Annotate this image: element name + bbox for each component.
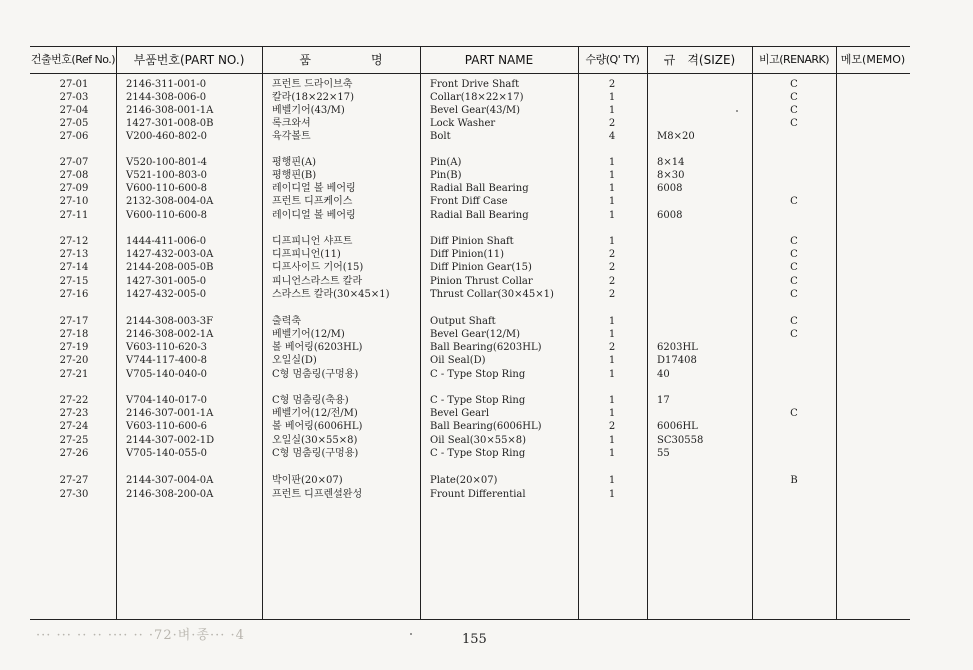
col-divider-4: [578, 46, 579, 620]
size-cell: 6008: [657, 183, 683, 194]
part-no-cell: 2146-307-001-1A: [126, 408, 214, 419]
table-bottom-border: [30, 619, 910, 620]
korean-name-cell: 프런트 드라이브축: [272, 79, 353, 90]
korean-name-cell: 박이판(20×07): [272, 475, 343, 486]
ref-no-cell: 27-20: [59, 355, 89, 366]
qty-cell: 1: [608, 183, 616, 194]
part-no-cell: V705-140-055-0: [126, 448, 207, 459]
part-name-cell: C - Type Stop Ring: [430, 369, 526, 380]
korean-name-cell: 볼 베어링(6203HL): [272, 342, 363, 353]
size-cell: 17: [657, 395, 670, 406]
page-number: 155: [462, 632, 487, 647]
size-cell: 6006HL: [657, 421, 698, 432]
korean-name-cell: 평행핀(A): [272, 157, 317, 168]
header-qty: 수량(Q' TY): [585, 53, 640, 66]
part-no-cell: 1444-411-006-0: [126, 236, 207, 247]
qty-cell: 1: [608, 196, 616, 207]
part-name-cell: Diff Pinion Shaft: [430, 236, 514, 247]
ref-no-cell: 27-21: [59, 369, 89, 380]
ref-no-cell: 27-27: [59, 475, 89, 486]
remark-cell: C: [790, 105, 798, 116]
part-name-cell: Ball Bearing(6006HL): [430, 421, 542, 432]
header-size: 규 격(SIZE): [663, 53, 736, 67]
korean-name-cell: 칼라(18×22×17): [272, 92, 355, 103]
qty-cell: 2: [608, 262, 616, 273]
part-name-cell: Diff Pinion(11): [430, 249, 505, 260]
qty-cell: 1: [608, 395, 616, 406]
part-no-cell: 1427-432-003-0A: [126, 249, 214, 260]
part-name-cell: Bevel Gear(12/M): [430, 329, 520, 340]
part-no-cell: 2144-208-005-0B: [126, 262, 214, 273]
ref-no-cell: 27-30: [59, 489, 89, 500]
qty-cell: 1: [608, 236, 616, 247]
korean-name-cell: 프런트 디프렌셜완성: [272, 489, 363, 500]
ref-no-cell: 27-06: [59, 131, 89, 142]
remark-cell: C: [790, 316, 798, 327]
korean-name-cell: 베벨기어(12/M): [272, 329, 345, 340]
ref-no-cell: 27-19: [59, 342, 89, 353]
ref-no-cell: 27-09: [59, 183, 89, 194]
korean-name-cell: 출력축: [272, 316, 301, 327]
part-no-cell: 2146-308-200-0A: [126, 489, 214, 500]
part-name-cell: Thrust Collar(30×45×1): [430, 289, 554, 300]
ref-no-cell: 27-23: [59, 408, 89, 419]
scan-speck: [736, 110, 738, 112]
korean-name-cell: C형 멈춤링(구멍용): [272, 448, 359, 459]
part-no-cell: V603-110-620-3: [126, 342, 207, 353]
part-no-cell: V600-110-600-8: [126, 210, 207, 221]
korean-name-cell: 레이디얼 볼 베어링: [272, 210, 356, 221]
korean-name-cell: 베벨기어(12/전/M): [272, 408, 358, 419]
part-no-cell: V200-460-802-0: [126, 131, 207, 142]
remark-cell: C: [790, 236, 798, 247]
korean-name-cell: 디프사이드 기어(15): [272, 262, 364, 273]
qty-cell: 2: [608, 289, 616, 300]
qty-cell: 1: [608, 369, 616, 380]
ref-no-cell: 27-25: [59, 435, 89, 446]
part-no-cell: V705-140-040-0: [126, 369, 207, 380]
col-divider-7: [836, 46, 837, 620]
size-cell: 6203HL: [657, 342, 698, 353]
qty-cell: 1: [608, 489, 616, 500]
part-no-cell: 2144-307-004-0A: [126, 475, 214, 486]
col-divider-6: [752, 46, 753, 620]
part-no-cell: V704-140-017-0: [126, 395, 207, 406]
qty-cell: 1: [608, 210, 616, 221]
size-cell: 8×14: [657, 157, 685, 168]
remark-cell: C: [790, 276, 798, 287]
footer-faint-text: ··· ··· ·· ·· ···· ·· ·72·벼·종··· ·4: [36, 628, 245, 643]
part-no-cell: 2146-308-001-1A: [126, 105, 214, 116]
part-name-cell: Lock Washer: [430, 118, 496, 129]
ref-no-cell: 27-18: [59, 329, 89, 340]
korean-name-cell: 육각볼트: [272, 131, 311, 142]
korean-name-cell: 오일실(D): [272, 355, 317, 366]
col-divider-1: [116, 46, 117, 620]
qty-cell: 1: [608, 435, 616, 446]
korean-name-cell: 디프피니언(11): [272, 249, 341, 260]
part-no-cell: V744-117-400-8: [126, 355, 207, 366]
size-cell: SC30558: [657, 435, 704, 446]
part-name-cell: Output Shaft: [430, 316, 496, 327]
ref-no-cell: 27-10: [59, 196, 89, 207]
remark-cell: C: [790, 196, 798, 207]
remark-cell: C: [790, 79, 798, 90]
size-cell: M8×20: [657, 131, 695, 142]
part-name-cell: C - Type Stop Ring: [430, 448, 526, 459]
part-name-cell: Bevel Gearl: [430, 408, 490, 419]
col-divider-5: [647, 46, 648, 620]
korean-name-cell: 베벨기어(43/M): [272, 105, 345, 116]
korean-name-cell: 스라스트 칼라(30×45×1): [272, 289, 390, 300]
part-name-cell: Bolt: [430, 131, 451, 142]
remark-cell: C: [790, 118, 798, 129]
ref-no-cell: 27-26: [59, 448, 89, 459]
ref-no-cell: 27-14: [59, 262, 89, 273]
part-name-cell: Oil Seal(D): [430, 355, 486, 366]
size-cell: 6008: [657, 210, 683, 221]
remark-cell: C: [790, 262, 798, 273]
korean-name-cell: 평행핀(B): [272, 170, 317, 181]
part-no-cell: V521-100-803-0: [126, 170, 207, 181]
remark-cell: C: [790, 92, 798, 103]
scan-speck: [410, 633, 412, 635]
ref-no-cell: 27-12: [59, 236, 89, 247]
qty-cell: 1: [608, 316, 616, 327]
part-no-cell: V520-100-801-4: [126, 157, 207, 168]
size-cell: 55: [657, 448, 670, 459]
part-no-cell: V603-110-600-6: [126, 421, 207, 432]
part-name-cell: Ball Bearing(6203HL): [430, 342, 542, 353]
part-no-cell: 2144-308-003-3F: [126, 316, 214, 327]
part-name-cell: Collar(18×22×17): [430, 92, 524, 103]
ref-no-cell: 27-05: [59, 118, 89, 129]
remark-cell: C: [790, 249, 798, 260]
part-name-cell: Radial Ball Bearing: [430, 183, 529, 194]
part-no-cell: 1427-301-005-0: [126, 276, 207, 287]
korean-name-cell: C형 멈춤링(축용): [272, 395, 349, 406]
part-name-cell: Frount Differential: [430, 489, 526, 500]
korean-name-cell: 볼 베어링(6006HL): [272, 421, 363, 432]
part-name-cell: Diff Pinion Gear(15): [430, 262, 532, 273]
part-name-cell: Oil Seal(30×55×8): [430, 435, 527, 446]
part-no-cell: 2144-308-006-0: [126, 92, 207, 103]
col-divider-2: [262, 46, 263, 620]
qty-cell: 1: [608, 355, 616, 366]
qty-cell: 1: [608, 92, 616, 103]
header-memo: 메모(MEMO): [840, 53, 906, 66]
part-name-cell: Bevel Gear(43/M): [430, 105, 520, 116]
qty-cell: 2: [608, 249, 616, 260]
ref-no-cell: 27-24: [59, 421, 89, 432]
korean-name-cell: 피니언스라스트 칼라: [272, 276, 363, 287]
qty-cell: 1: [608, 170, 616, 181]
part-no-cell: V600-110-600-8: [126, 183, 207, 194]
remark-cell: C: [790, 329, 798, 340]
header-remark: 비고(RENARK): [758, 53, 830, 66]
ref-no-cell: 27-22: [59, 395, 89, 406]
header-ref-no: 건출번호(Ref No.): [30, 53, 116, 66]
part-no-cell: 2132-308-004-0A: [126, 196, 214, 207]
qty-cell: 1: [608, 448, 616, 459]
col-divider-3: [420, 46, 421, 620]
part-name-cell: C - Type Stop Ring: [430, 395, 526, 406]
ref-no-cell: 27-13: [59, 249, 89, 260]
header-part-no: 부품번호(PART NO.): [133, 53, 245, 67]
qty-cell: 1: [608, 408, 616, 419]
korean-name-cell: 록크와셔: [272, 118, 311, 129]
size-cell: D17408: [657, 355, 697, 366]
ref-no-cell: 27-16: [59, 289, 89, 300]
part-no-cell: 2144-307-002-1D: [126, 435, 215, 446]
remark-cell: C: [790, 408, 798, 419]
qty-cell: 2: [608, 276, 616, 287]
header-name-kr: 품 명: [299, 53, 383, 67]
qty-cell: 1: [608, 475, 616, 486]
remark-cell: B: [790, 475, 798, 486]
part-name-cell: Radial Ball Bearing: [430, 210, 529, 221]
part-no-cell: 1427-301-008-0B: [126, 118, 214, 129]
part-name-cell: Pin(B): [430, 170, 462, 181]
part-no-cell: 2146-308-002-1A: [126, 329, 214, 340]
ref-no-cell: 27-08: [59, 170, 89, 181]
size-cell: 8×30: [657, 170, 685, 181]
ref-no-cell: 27-15: [59, 276, 89, 287]
part-name-cell: Pinion Thrust Collar: [430, 276, 533, 287]
ref-no-cell: 27-04: [59, 105, 89, 116]
korean-name-cell: 오일실(30×55×8): [272, 435, 358, 446]
part-name-cell: Front Drive Shaft: [430, 79, 520, 90]
part-no-cell: 1427-432-005-0: [126, 289, 207, 300]
ref-no-cell: 27-01: [59, 79, 89, 90]
remark-cell: C: [790, 289, 798, 300]
qty-cell: 1: [608, 157, 616, 168]
qty-cell: 4: [608, 131, 616, 142]
ref-no-cell: 27-07: [59, 157, 89, 168]
header-bottom-border: [30, 73, 910, 74]
ref-no-cell: 27-03: [59, 92, 89, 103]
korean-name-cell: 프런트 디프케이스: [272, 196, 353, 207]
part-name-cell: Pin(A): [430, 157, 462, 168]
ref-no-cell: 27-11: [59, 210, 89, 221]
qty-cell: 2: [608, 421, 616, 432]
part-no-cell: 2146-311-001-0: [126, 79, 207, 90]
part-name-cell: Front Diff Case: [430, 196, 508, 207]
korean-name-cell: 레이디얼 볼 베어링: [272, 183, 356, 194]
qty-cell: 1: [608, 105, 616, 116]
qty-cell: 2: [608, 342, 616, 353]
qty-cell: 2: [608, 79, 616, 90]
part-name-cell: Plate(20×07): [430, 475, 498, 486]
korean-name-cell: 디프피니언 샤프트: [272, 236, 353, 247]
header-part-name: PART NAME: [464, 53, 534, 67]
qty-cell: 2: [608, 118, 616, 129]
size-cell: 40: [657, 369, 670, 380]
qty-cell: 1: [608, 329, 616, 340]
korean-name-cell: C형 멈춤링(구멍용): [272, 369, 359, 380]
ref-no-cell: 27-17: [59, 316, 89, 327]
